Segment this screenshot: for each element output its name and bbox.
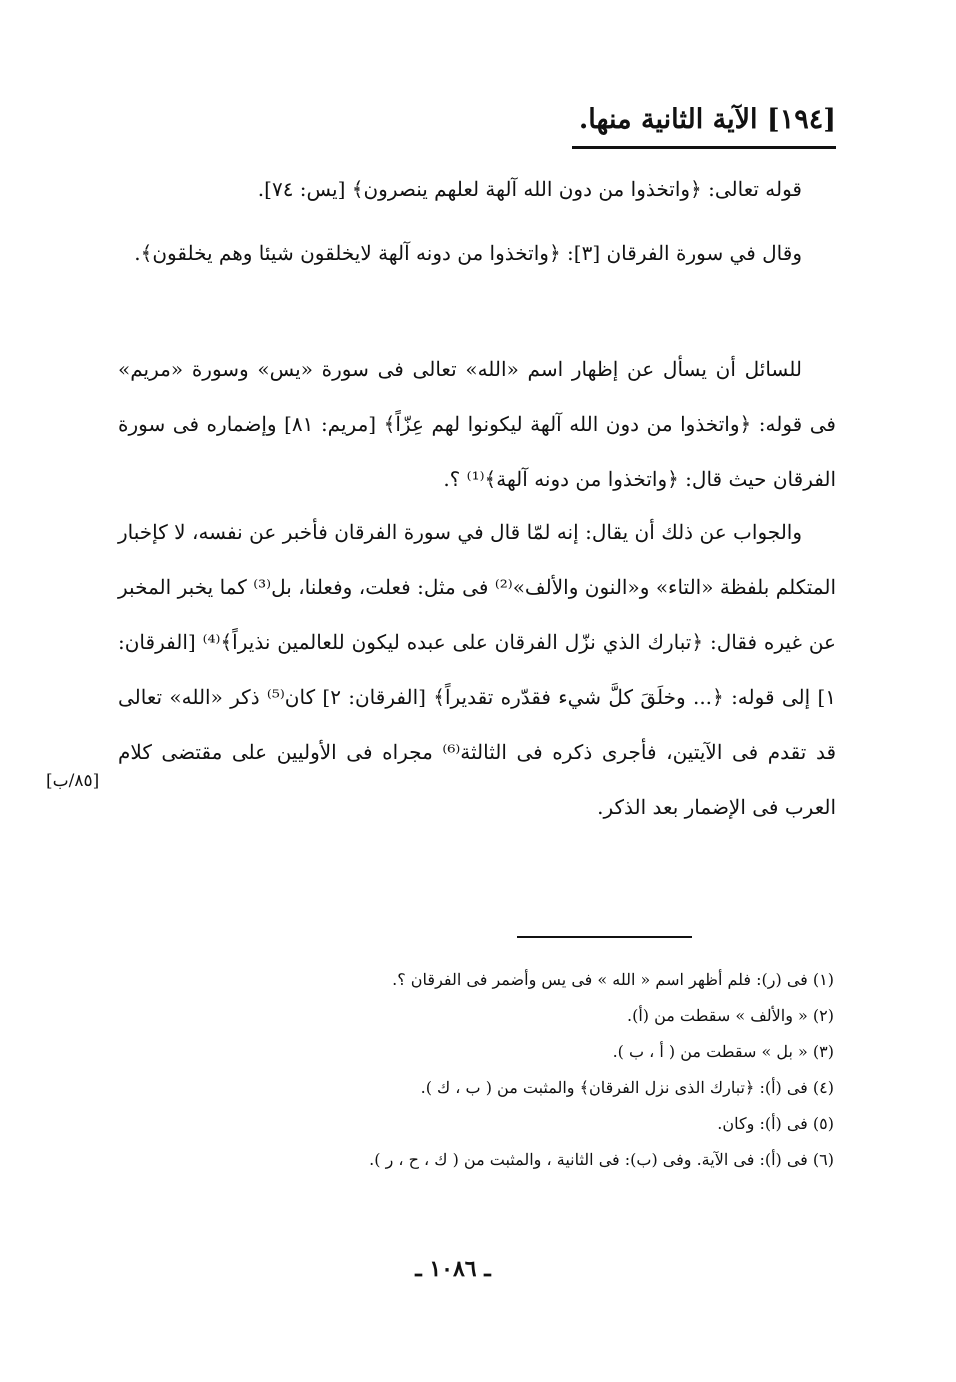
paragraph-text: قوله تعالى: ﴿واتخذوا من دون الله آلهة لعلهم ينصرون﴾ [يس: ٧٤]. (257, 177, 802, 201)
paragraph-text: للسائل أن يسأل عن إظهار اسم «الله» تعالى فى سورة «يس» وسورة «مريم» فى قوله: ﴿واتخذوا من دون الله آلهة ليكونوا لهم عِزّاً﴾ [مريم: ٨١] وإضماره فى سورة الفرقان حيث قال: ﴿واتخذوا من دونه آلهة﴾⁽¹⁾ ؟. (118, 357, 836, 491)
paragraph-2 (118, 226, 836, 281)
manuscript-folio-marker: [٨٥/ب] (46, 771, 100, 791)
page-number: ـ ١٠٨٦ ـ (415, 1256, 491, 1282)
footnote-item: (٢) « والألف » سقطت من (أ). (626, 1006, 834, 1025)
footnote-item: (٣) « بل » سقطت من ( أ ، ب ). (612, 1042, 834, 1061)
footnote-item: (١) فى (ر): فلم أظهر اسم « الله » فى يس وأضمر فى الفرقان ؟. (392, 970, 834, 989)
paragraph-3 (118, 342, 836, 507)
footnote-separator (517, 936, 692, 938)
footnote-item: (٦) فى (أ): فى الآية. وفى (ب): فى الثانية ، والمثبت من ( ك ، ح ، ر ). (369, 1150, 834, 1169)
heading-underline (572, 146, 836, 149)
paragraph-4 (118, 505, 836, 835)
paragraph-text: وقال في سورة الفرقان [٣]: ﴿واتخذوا من دونه آلهة لايخلقون شيئا وهم يخلقون﴾. (134, 241, 802, 265)
footnote-item: (٤) فى (أ): ﴿تبارك الذى نزل الفرقان﴾ والمثبت من ( ب ، ك ). (420, 1078, 834, 1097)
footnote-item: (٥) فى (أ): وكان. (717, 1114, 834, 1133)
section-heading: [١٩٤] الآية الثانية منها. (578, 104, 836, 135)
paragraph-1 (118, 162, 836, 217)
footnotes-list (234, 962, 834, 1178)
paragraph-text: والجواب عن ذلك أن يقال: إنه لمّا قال في سورة الفرقان فأخبر عن نفسه، لا كإخبار المتكلم بلفظة «التاء» و«النون والألف»⁽²⁾ فى مثل: فعلت، وفعلنا، بل⁽³⁾ كما يخبر المخبر عن غيره فقال: ﴿تبارك الذي نزّل الفرقان على عبده ليكون للعالمين نذيراً﴾⁽⁴⁾ [الفرقان: ١] إلى قوله: ﴿... وخلَقَ كلَّ شيء فقدّره تقديراً﴾ [الفرقان: ٢] كان⁽⁵⁾ ذكر «الله» تعالى قد تقدم فى الآيتين، فأجرى ذكره فى الثالثة⁽⁶⁾ مجراه فى الأوليين على مقتضى كلام العرب فى الإضمار بعد الذكر. (118, 520, 836, 819)
